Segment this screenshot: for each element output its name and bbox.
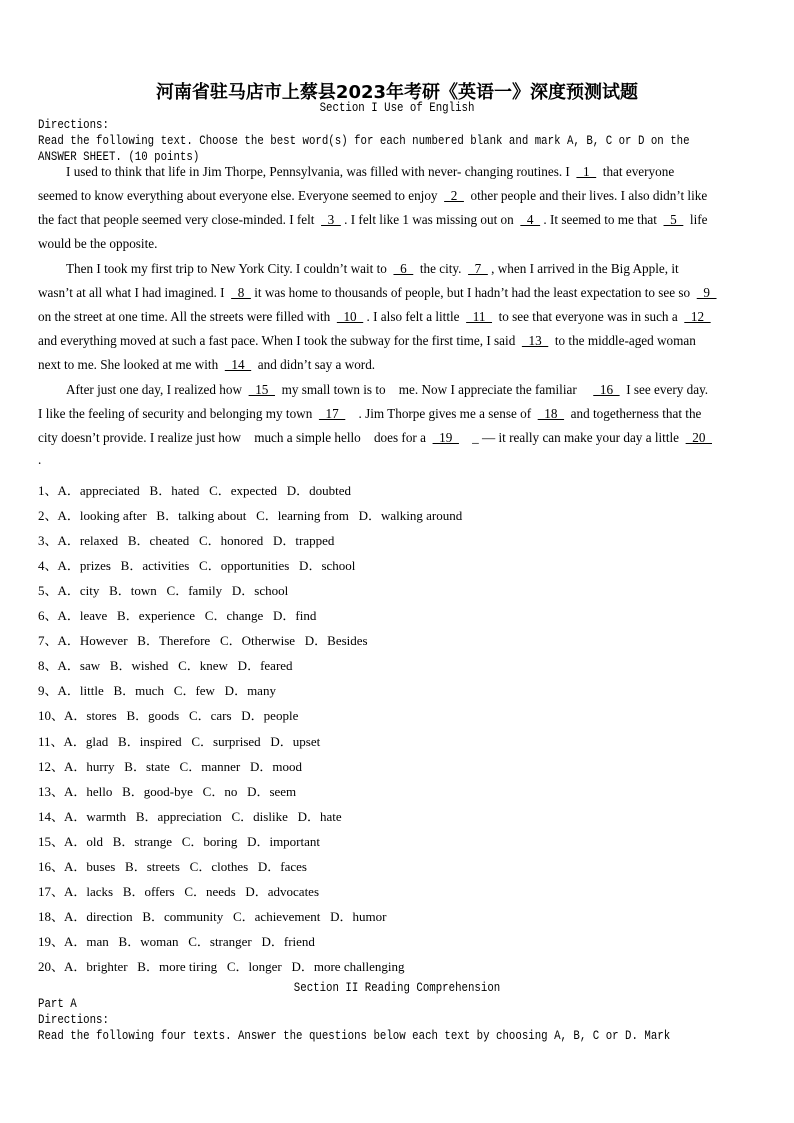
answer-blank: 19 bbox=[432, 430, 459, 445]
passage-text: the city. bbox=[416, 261, 465, 276]
answer-blank: 7 bbox=[468, 261, 488, 276]
passage-text: it was home to thousands of people, but I hadn’t had the least expectation to see so bbox=[254, 285, 694, 300]
passage-text: wasn’t at all what I had imagined. I bbox=[38, 285, 228, 300]
passage-text: After just one day, I realized how bbox=[66, 382, 246, 397]
passage-text: . Jim Thorpe gives me a sense of bbox=[348, 406, 535, 421]
answer-blank-wrapper bbox=[228, 285, 254, 300]
section-1-heading: Section I Use of English bbox=[319, 101, 475, 115]
answer-blank-wrapper bbox=[245, 382, 278, 397]
answer-blank: 10 bbox=[336, 309, 364, 324]
passage-text: I like the feeling of security and belonging my town bbox=[38, 406, 316, 421]
question-item: 10、A．stores B．goods C．cars D．people bbox=[38, 708, 299, 724]
passage-text: my small town is to me. Now I appreciate the familiar bbox=[278, 382, 590, 397]
passage-text: life bbox=[686, 212, 708, 227]
answer-blank-wrapper bbox=[573, 164, 599, 179]
answer-blank: 6 bbox=[393, 261, 414, 276]
answer-blank: 3 bbox=[321, 212, 341, 227]
passage-line bbox=[38, 188, 760, 204]
answer-blank-wrapper bbox=[590, 382, 623, 397]
answer-blank: 12 bbox=[684, 309, 711, 324]
question-item: 3、A．relaxed B．cheated C．honored D．trapped bbox=[38, 533, 335, 549]
passage-line bbox=[38, 452, 760, 468]
section-1-directions-label: Directions: bbox=[38, 118, 109, 132]
question-item: 16、A．buses B．streets C．clothes D．faces bbox=[38, 858, 307, 874]
answer-blank-wrapper bbox=[318, 212, 344, 227]
answer-blank-wrapper bbox=[693, 285, 716, 300]
question-item: 18、A．direction B．community C．achievement D．humor bbox=[38, 908, 387, 924]
section-1-directions-line-1: Read the following text. Choose the best word(s) for each numbered blank and mark A, B, C or D on the bbox=[38, 134, 690, 148]
answer-blank: 20 bbox=[685, 430, 712, 445]
question-item: 5、A．city B．town C．family D．school bbox=[38, 583, 289, 599]
answer-blank-wrapper bbox=[465, 261, 491, 276]
answer-blank: 11 bbox=[466, 309, 493, 324]
question-item: 19、A．man B．woman C．stranger D．friend bbox=[38, 933, 315, 949]
answer-blank-wrapper bbox=[390, 261, 416, 276]
passage-line bbox=[66, 164, 788, 180]
answer-blank-wrapper bbox=[441, 188, 467, 203]
answer-blank-wrapper bbox=[517, 212, 543, 227]
section-2-part-label: Part A bbox=[38, 997, 77, 1011]
answer-blank: 17 bbox=[318, 406, 346, 421]
passage-text: . It seemed to me that bbox=[543, 212, 661, 227]
question-item: 13、A．hello B．good-bye C．no D．seem bbox=[38, 783, 297, 799]
question-item: 11、A．glad B．inspired C．surprised D．upset bbox=[38, 733, 321, 749]
passage-text: city doesn’t provide. I realize just how much a simple hello does for a bbox=[38, 430, 430, 445]
question-item: 6、A．leave B．experience C．change D．find bbox=[38, 608, 317, 624]
answer-blank: 15 bbox=[248, 382, 275, 397]
passage-line bbox=[66, 382, 788, 398]
answer-blank-wrapper bbox=[682, 430, 712, 445]
question-item: 14、A．warmth B．appreciation C．dislike D．hate bbox=[38, 808, 342, 824]
answer-blank-wrapper bbox=[316, 406, 349, 421]
answer-blank: 16 bbox=[593, 382, 620, 397]
passage-line bbox=[38, 430, 760, 446]
section-2-heading: Section II Reading Comprehension bbox=[293, 981, 501, 995]
passage-line bbox=[38, 285, 760, 301]
question-item: 1、A．appreciated B．hated C．expected D．doubted bbox=[38, 483, 351, 498]
answer-blank-wrapper bbox=[660, 212, 686, 227]
question-item: 17、A．lacks B．offers C．needs D．advocates bbox=[38, 883, 320, 899]
passage-line bbox=[38, 212, 760, 228]
passage-text: I used to think that life in Jim Thorpe, Pennsylvania, was filled with never- changing routines. I bbox=[66, 164, 574, 179]
answer-blank: 2 bbox=[444, 188, 464, 203]
passage-text: other people and their lives. I also didn’t like bbox=[467, 188, 708, 203]
document-title: 河南省驻马店市上蔡县2023年考研《英语一》深度预测试题 bbox=[155, 82, 639, 103]
question-item: 8、A．saw B．wished C．knew D．feared bbox=[38, 658, 293, 674]
question-item: 12、A．hurry B．state C．manner D．mood bbox=[38, 758, 302, 774]
answer-blank: 9 bbox=[696, 285, 717, 300]
passage-text: the fact that people seemed very close-minded. I felt bbox=[38, 212, 318, 227]
passage-text: I see every day. bbox=[622, 382, 709, 397]
passage-text: , when I arrived in the Big Apple, it bbox=[491, 261, 679, 276]
answer-blank: 4 bbox=[520, 212, 541, 227]
question-item: 4、A．prizes B．activities C．opportunities D．school bbox=[38, 558, 356, 574]
section-2-directions-line-1: Read the following four texts. Answer the questions below each text by choosing A, B, C or D. Mark bbox=[38, 1029, 671, 1043]
passage-line bbox=[38, 406, 760, 422]
passage-text: to see that everyone was in such a bbox=[495, 309, 681, 324]
passage-text: on the street at one time. All the streets were filled with bbox=[38, 309, 334, 324]
passage-text: would be the opposite. bbox=[38, 236, 158, 251]
passage-text: next to me. She looked at me with bbox=[38, 357, 222, 372]
passage-text: and togetherness that the bbox=[567, 406, 702, 421]
answer-blank: 1 bbox=[576, 164, 597, 179]
answer-blank-wrapper bbox=[519, 333, 552, 348]
passage-text: Then I took my first trip to New York City. I couldn’t wait to bbox=[66, 261, 391, 276]
answer-blank: 13 bbox=[521, 333, 549, 348]
passage-text: seemed to know everything about everyone else. Everyone seemed to enjoy bbox=[38, 188, 441, 203]
question-item: 20、A．brighter B．more tiring C．longer D．more challenging bbox=[38, 958, 405, 974]
question-item: 2、A．looking after B．talking about C．learning from D．walking around bbox=[38, 508, 463, 524]
passage-text: and didn’t say a word. bbox=[254, 357, 376, 372]
passage-text: . I felt like 1 was missing out on bbox=[344, 212, 518, 227]
question-item: 9、A．little B．much C．few D．many bbox=[38, 683, 276, 699]
question-item: 15、A．old B．strange C．boring D．important bbox=[38, 833, 321, 849]
question-item: 7、A．However B．Therefore C．Otherwise D．Besides bbox=[38, 633, 368, 649]
passage-text: . bbox=[38, 452, 42, 467]
passage-text: . I also felt a little bbox=[366, 309, 463, 324]
section-1-directions-line-2: ANSWER SHEET. (10 points) bbox=[38, 150, 200, 164]
passage-text: to the middle-aged woman bbox=[551, 333, 696, 348]
passage-line bbox=[38, 236, 760, 252]
answer-blank-wrapper bbox=[534, 406, 567, 421]
passage-line bbox=[38, 357, 760, 373]
answer-blank-wrapper bbox=[429, 430, 462, 445]
passage-text: and everything moved at such a fast pace. When I took the subway for the first time, I said bbox=[38, 333, 519, 348]
passage-line bbox=[66, 261, 788, 277]
passage-text: _ — it really can make your day a little bbox=[462, 430, 683, 445]
answer-blank: 8 bbox=[231, 285, 251, 300]
section-2-directions-label: Directions: bbox=[38, 1013, 109, 1027]
answer-blank-wrapper bbox=[681, 309, 711, 324]
passage-line bbox=[38, 309, 760, 325]
answer-blank-wrapper bbox=[334, 309, 367, 324]
passage-line bbox=[38, 333, 760, 349]
answer-blank: 5 bbox=[663, 212, 684, 227]
answer-blank-wrapper bbox=[463, 309, 495, 324]
passage-text: that everyone bbox=[599, 164, 675, 179]
answer-blank: 14 bbox=[224, 357, 252, 372]
answer-blank-wrapper bbox=[222, 357, 255, 372]
answer-blank: 18 bbox=[537, 406, 565, 421]
